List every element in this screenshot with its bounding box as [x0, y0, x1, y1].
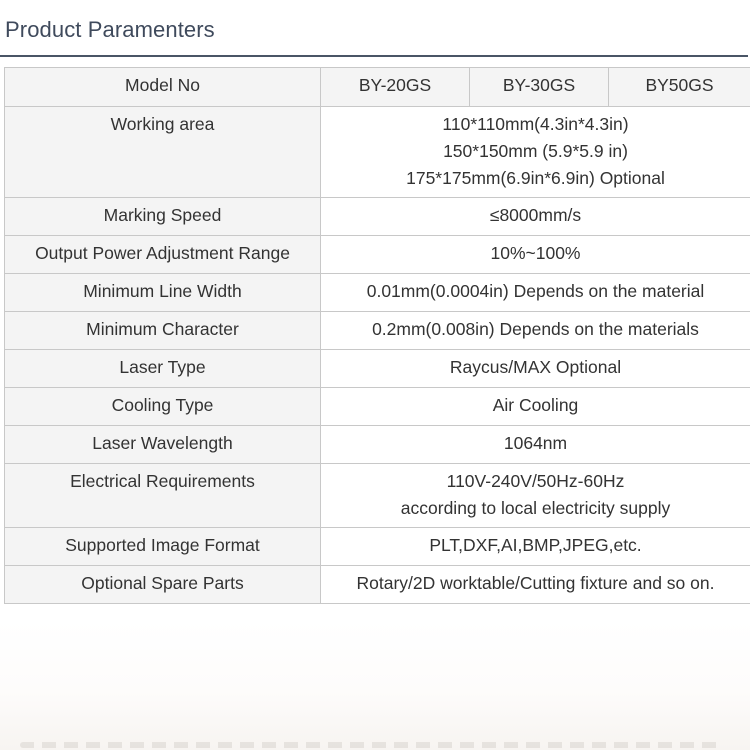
- table-row-laser-wavelength: [5, 426, 750, 464]
- row-label: Minimum Line Width: [5, 274, 321, 312]
- model-label-cell: Model No: [5, 68, 321, 107]
- row-value: 110V-240V/50Hz-60Hz according to local electricity supply: [321, 464, 750, 528]
- row-value: 0.2mm(0.008in) Depends on the materials: [321, 312, 750, 350]
- row-value: 0.01mm(0.0004in) Depends on the material: [321, 274, 750, 312]
- table-row-working-area: [5, 107, 750, 198]
- model-cell-by50gs: BY50GS: [609, 68, 750, 107]
- table-row-min-character: [5, 312, 750, 350]
- row-value: Rotary/2D worktable/Cutting fixture and so on.: [321, 566, 750, 604]
- model-cell-by20gs: BY-20GS: [321, 68, 470, 107]
- row-label: Supported Image Format: [5, 528, 321, 566]
- row-label: Marking Speed: [5, 198, 321, 236]
- blurred-footer-text: [20, 742, 720, 748]
- page-title: Product Paramenters: [5, 17, 215, 42]
- table-row-cooling-type: [5, 388, 750, 426]
- table-row-power-range: [5, 236, 750, 274]
- model-header-row: [5, 68, 750, 107]
- model-cell-by30gs: BY-30GS: [470, 68, 609, 107]
- blurred-footer-area: [0, 620, 750, 750]
- table-row-electrical: [5, 464, 750, 528]
- row-label: Output Power Adjustment Range: [5, 236, 321, 274]
- table-row-spare-parts: [5, 566, 750, 604]
- row-value: PLT,DXF,AI,BMP,JPEG,etc.: [321, 528, 750, 566]
- row-label: Laser Wavelength: [5, 426, 321, 464]
- table-row-min-line-width: [5, 274, 750, 312]
- row-label: Minimum Character: [5, 312, 321, 350]
- row-value: 10%~100%: [321, 236, 750, 274]
- row-value: 110*110mm(4.3in*4.3in) 150*150mm (5.9*5.9 in) 175*175mm(6.9in*6.9in) Optional: [321, 107, 750, 198]
- row-value: Air Cooling: [321, 388, 750, 426]
- table-row-image-format: [5, 528, 750, 566]
- row-label: Electrical Requirements: [5, 464, 321, 528]
- row-value: Raycus/MAX Optional: [321, 350, 750, 388]
- spec-table: [4, 67, 750, 604]
- table-row-marking-speed: [5, 198, 750, 236]
- row-label: Working area: [5, 107, 321, 198]
- row-value: ≤8000mm/s: [321, 198, 750, 236]
- row-value: 1064nm: [321, 426, 750, 464]
- row-label: Laser Type: [5, 350, 321, 388]
- row-label: Optional Spare Parts: [5, 566, 321, 604]
- title-divider: [0, 55, 748, 57]
- table-row-laser-type: [5, 350, 750, 388]
- row-label: Cooling Type: [5, 388, 321, 426]
